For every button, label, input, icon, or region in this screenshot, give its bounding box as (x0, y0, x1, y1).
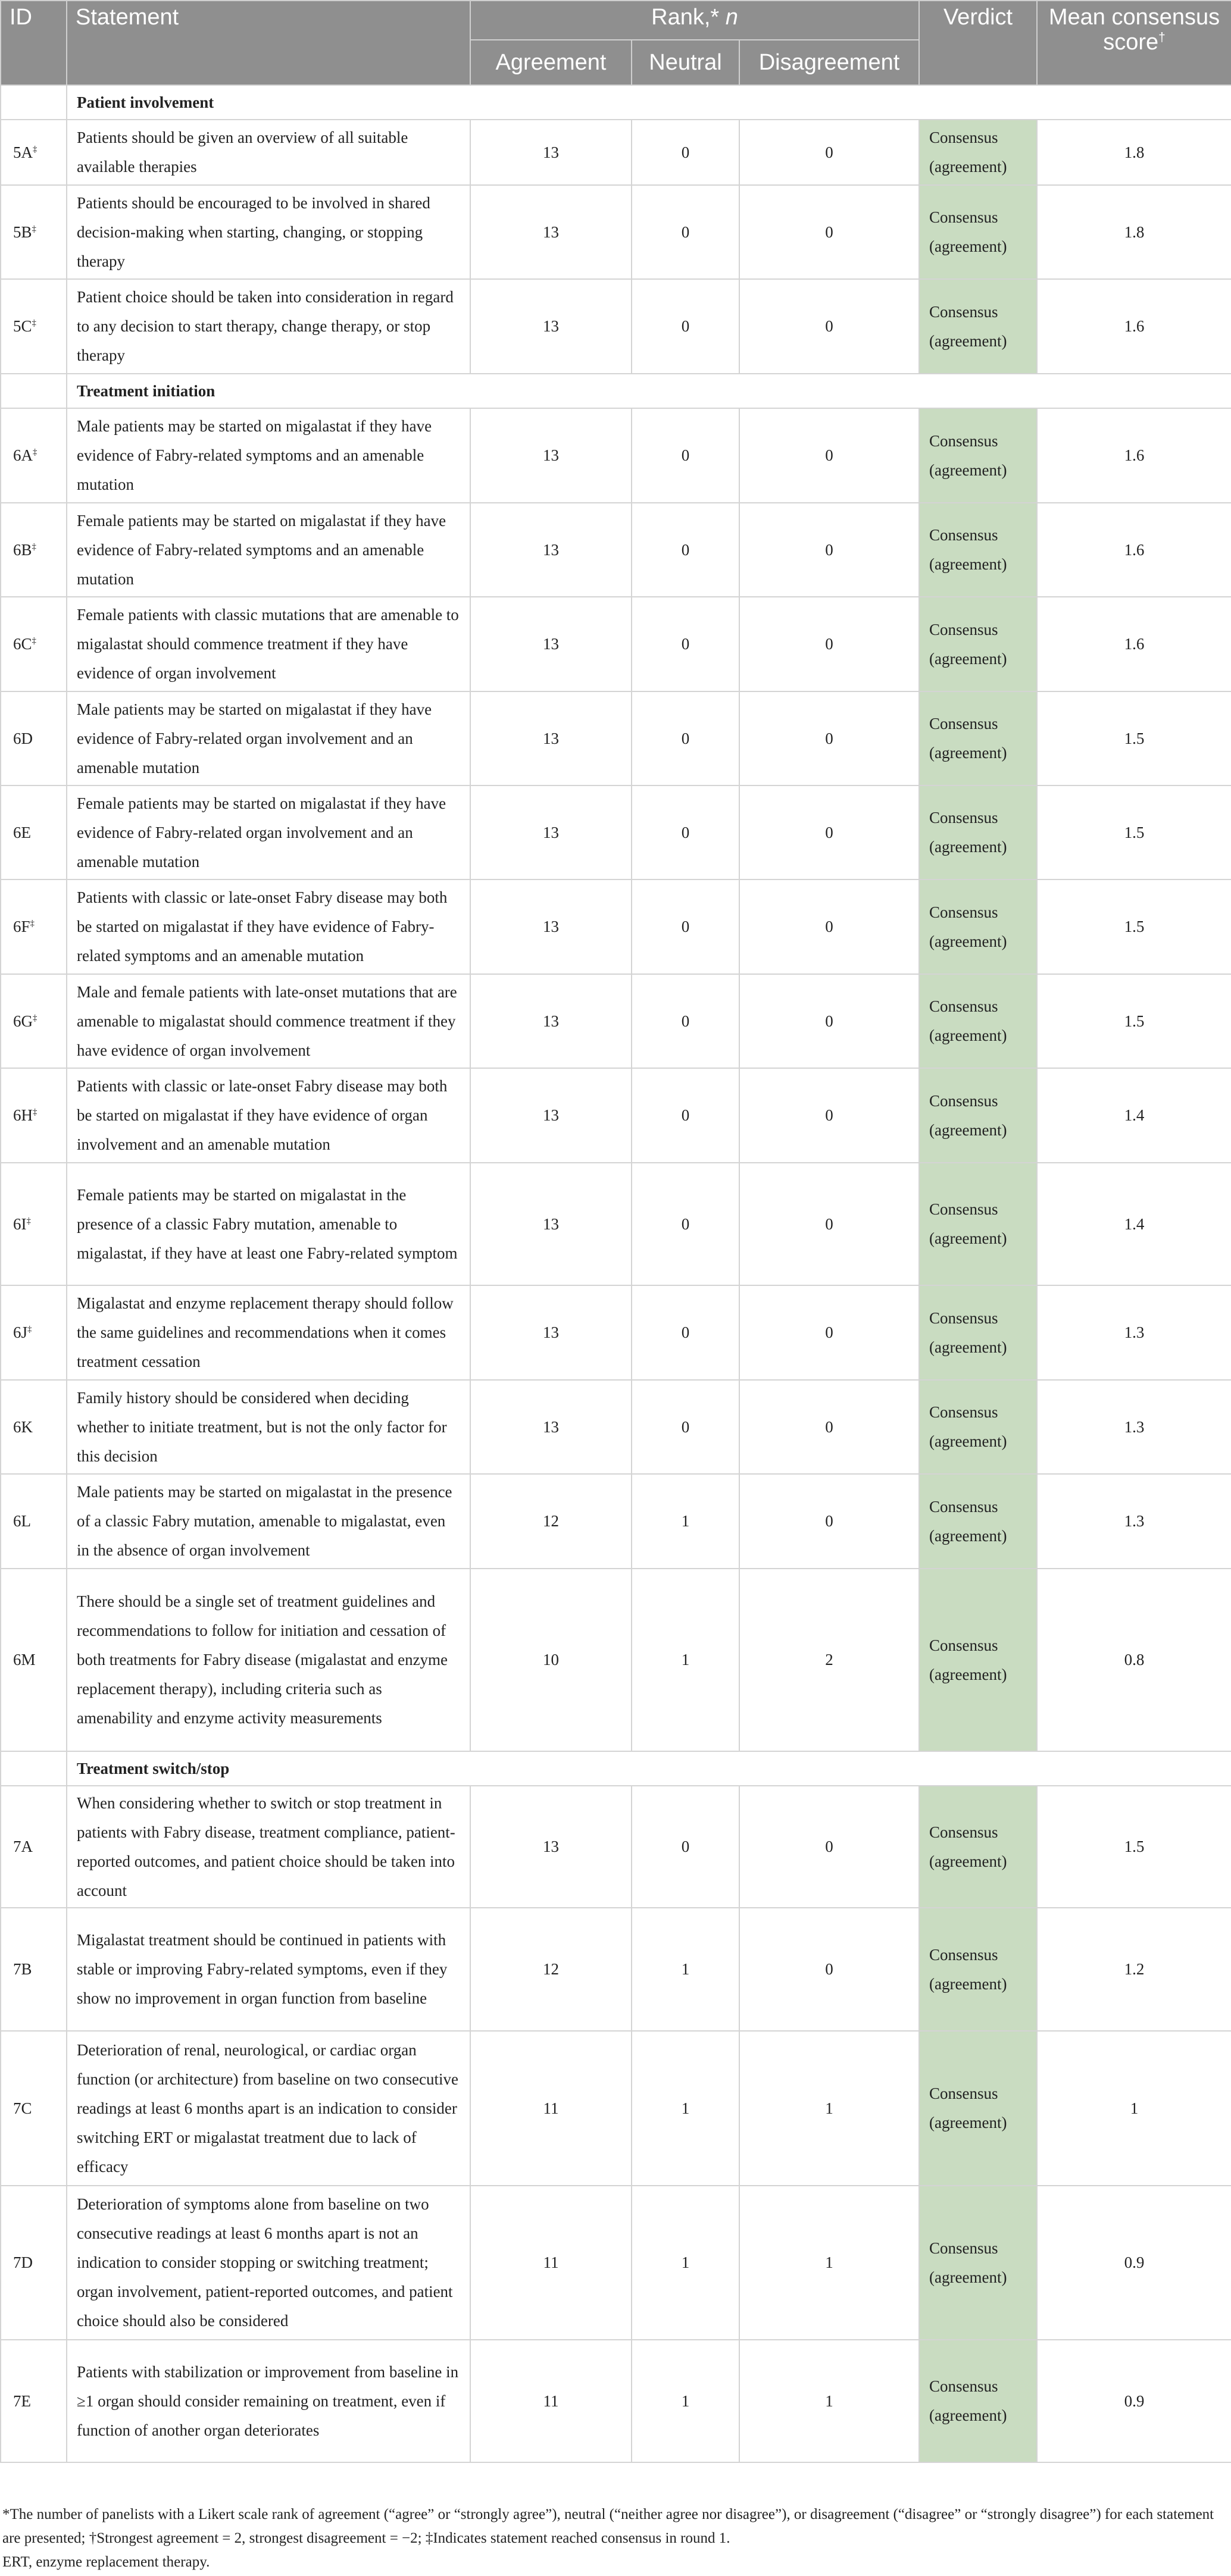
row-mean-score: 1.5 (1037, 1786, 1231, 1908)
row-mean-score: 1.6 (1037, 597, 1231, 691)
row-id: 5A (13, 143, 33, 161)
row-id-mark: ‡ (33, 1107, 38, 1117)
row-verdict: Consensus (agreement) (919, 279, 1037, 374)
row-id-cell (1, 2340, 67, 2462)
row-verdict: Consensus (agreement) (919, 503, 1037, 597)
header-mean-score (1037, 1, 1231, 85)
row-id-cell (1, 1285, 67, 1380)
row-mean-score: 1.4 (1037, 1068, 1231, 1163)
row-id: 6F (13, 918, 30, 935)
table-row (1, 279, 1231, 374)
header-mean-score-label: Mean consensus score (1048, 5, 1220, 55)
table-header (1, 1, 1231, 85)
row-statement: Migalastat and enzyme replacement therapy should follow the same guidelines and recommendations when it comes treatment cessation (67, 1285, 470, 1380)
table-row (1, 691, 1231, 785)
row-agreement: 10 (470, 1569, 632, 1751)
row-disagreement: 0 (739, 1163, 919, 1285)
section-id-cell (1, 1751, 67, 1786)
row-neutral: 0 (632, 1786, 739, 1908)
row-id-mark: ‡ (32, 318, 36, 328)
header-neutral: Neutral (632, 40, 739, 85)
row-agreement: 13 (470, 1163, 632, 1285)
row-statement: Migalastat treatment should be continued in patients with stable or improving Fabry-related symptoms, even if they show no improvement in organ function from baseline (67, 1908, 470, 2031)
row-statement: Male patients may be started on migalastat if they have evidence of Fabry-related organ involvement and an amenable mutation (67, 691, 470, 785)
header-mean-score-mark: † (1158, 30, 1166, 45)
row-mean-score: 1.4 (1037, 1163, 1231, 1285)
row-mean-score: 1.3 (1037, 1285, 1231, 1380)
row-id-cell (1, 185, 67, 279)
row-agreement: 13 (470, 879, 632, 974)
table-row (1, 2186, 1231, 2340)
section-row (1, 1751, 1231, 1786)
row-mean-score: 1.6 (1037, 503, 1231, 597)
row-neutral: 1 (632, 1569, 739, 1751)
row-id-cell (1, 1786, 67, 1908)
row-verdict: Consensus (agreement) (919, 1068, 1037, 1163)
row-disagreement: 0 (739, 503, 919, 597)
row-mean-score: 1.8 (1037, 185, 1231, 279)
row-agreement: 13 (470, 1380, 632, 1474)
row-neutral: 0 (632, 597, 739, 691)
row-neutral: 0 (632, 1285, 739, 1380)
row-mean-score: 1.5 (1037, 785, 1231, 879)
footnote-legend: *The number of panelists with a Likert scale rank of agreement (“agree” or “strongly agree”), neutral (“neither agree nor disagree”), or disagreement (“disagree” or “strongly disagree”) for each statement are presented; †Strongest agreement = 2, strongest disagreement = −2; ‡Indicates statement reached consensus in round 1. (2, 2506, 1214, 2546)
row-id-mark: ‡ (27, 1325, 32, 1334)
row-agreement: 11 (470, 2340, 632, 2462)
row-mean-score: 1.8 (1037, 120, 1231, 185)
row-id: 6B (13, 540, 32, 559)
row-disagreement: 0 (739, 279, 919, 374)
row-id: 5B (13, 223, 32, 241)
row-mean-score: 1.6 (1037, 408, 1231, 503)
row-verdict: Consensus (agreement) (919, 408, 1037, 503)
table-row (1, 2031, 1231, 2186)
table-row (1, 974, 1231, 1068)
section-title: Treatment initiation (67, 374, 1231, 408)
row-id: 6H (13, 1106, 33, 1124)
row-neutral: 1 (632, 2340, 739, 2462)
row-statement: Patients with stabilization or improvement from baseline in ≥1 organ should consider remaining on treatment, even if function of another organ deteriorates (67, 2340, 470, 2462)
row-verdict: Consensus (agreement) (919, 1380, 1037, 1474)
row-mean-score: 0.8 (1037, 1569, 1231, 1751)
row-statement: Deterioration of renal, neurological, or cardiac organ function (or architecture) from baseline on two consecutive readings at least 6 months apart is an indication to consider switching ERT or migalastat treatment due to lack of efficacy (67, 2031, 470, 2186)
row-neutral: 0 (632, 1068, 739, 1163)
table-row (1, 1474, 1231, 1569)
row-verdict: Consensus (agreement) (919, 2031, 1037, 2186)
table-row (1, 503, 1231, 597)
section-title: Patient involvement (67, 85, 1231, 120)
row-statement: When considering whether to switch or stop treatment in patients with Fabry disease, treatment compliance, patient-reported outcomes, and patient choice should be taken into account (67, 1786, 470, 1908)
row-verdict: Consensus (agreement) (919, 974, 1037, 1068)
row-disagreement: 0 (739, 597, 919, 691)
row-verdict: Consensus (agreement) (919, 1163, 1037, 1285)
row-neutral: 1 (632, 2186, 739, 2340)
row-disagreement: 0 (739, 1474, 919, 1569)
row-statement: Female patients with classic mutations that are amenable to migalastat should commence treatment if they have evidence of organ involvement (67, 597, 470, 691)
row-id: 7B (13, 1960, 32, 1978)
row-statement: Patients should be encouraged to be involved in shared decision-making when starting, changing, or stopping therapy (67, 185, 470, 279)
row-agreement: 11 (470, 2186, 632, 2340)
row-agreement: 13 (470, 185, 632, 279)
row-neutral: 0 (632, 503, 739, 597)
row-disagreement: 0 (739, 1908, 919, 2031)
table-row (1, 408, 1231, 503)
row-id-cell (1, 2031, 67, 2186)
row-verdict: Consensus (agreement) (919, 185, 1037, 279)
row-id-cell (1, 974, 67, 1068)
row-id: 6M (13, 1651, 36, 1669)
table-row (1, 120, 1231, 185)
row-agreement: 13 (470, 1285, 632, 1380)
row-id: 6E (13, 823, 31, 841)
row-id-cell (1, 1163, 67, 1285)
row-id-cell (1, 503, 67, 597)
row-id-mark: ‡ (33, 144, 38, 154)
row-id: 7A (13, 1838, 33, 1855)
row-mean-score: 1.5 (1037, 879, 1231, 974)
row-statement: Family history should be considered when deciding whether to initiate treatment, but is not the only factor for this decision (67, 1380, 470, 1474)
row-verdict: Consensus (agreement) (919, 597, 1037, 691)
table-row (1, 1786, 1231, 1908)
header-disagreement: Disagreement (739, 40, 919, 85)
row-id-mark: ‡ (33, 1013, 38, 1023)
row-agreement: 13 (470, 691, 632, 785)
row-statement: Female patients may be started on migalastat if they have evidence of Fabry-related symptoms and an amenable mutation (67, 503, 470, 597)
row-neutral: 0 (632, 120, 739, 185)
table-body (1, 85, 1231, 2462)
row-agreement: 13 (470, 974, 632, 1068)
row-verdict: Consensus (agreement) (919, 2186, 1037, 2340)
row-id-mark: ‡ (32, 636, 36, 646)
row-id-cell (1, 1068, 67, 1163)
header-id: ID (1, 1, 67, 85)
row-mean-score: 1.2 (1037, 1908, 1231, 2031)
row-disagreement: 0 (739, 879, 919, 974)
row-statement: Male patients may be started on migalastat in the presence of a classic Fabry mutation, amenable to migalastat, even in the absence of organ involvement (67, 1474, 470, 1569)
row-disagreement: 0 (739, 785, 919, 879)
row-id-cell (1, 1908, 67, 2031)
row-id: 5C (13, 317, 32, 335)
row-mean-score: 1.5 (1037, 974, 1231, 1068)
row-id: 6C (13, 635, 32, 653)
row-verdict: Consensus (agreement) (919, 1569, 1037, 1751)
row-id: 6D (13, 729, 33, 747)
row-id: 7E (13, 2392, 31, 2410)
row-id-mark: ‡ (32, 224, 36, 234)
row-disagreement: 0 (739, 120, 919, 185)
row-id: 6J (13, 1323, 28, 1341)
table-row (1, 185, 1231, 279)
section-id-cell (1, 374, 67, 408)
row-id-cell (1, 279, 67, 374)
row-disagreement: 0 (739, 974, 919, 1068)
header-verdict: Verdict (919, 1, 1037, 85)
footnote-abbreviations: ERT, enzyme replacement therapy. (2, 2554, 210, 2570)
row-mean-score: 1.3 (1037, 1474, 1231, 1569)
row-agreement: 13 (470, 279, 632, 374)
row-id-cell (1, 408, 67, 503)
row-id-cell (1, 1474, 67, 1569)
table-footnotes (0, 2503, 1226, 2574)
table-row (1, 1908, 1231, 2031)
row-disagreement: 1 (739, 2186, 919, 2340)
row-mean-score: 0.9 (1037, 2186, 1231, 2340)
row-verdict: Consensus (agreement) (919, 1786, 1037, 1908)
row-mean-score: 1.3 (1037, 1380, 1231, 1474)
row-mean-score: 1.5 (1037, 691, 1231, 785)
row-neutral: 0 (632, 879, 739, 974)
row-id-cell (1, 2186, 67, 2340)
row-id-mark: ‡ (30, 919, 35, 928)
row-id-cell (1, 120, 67, 185)
row-neutral: 0 (632, 691, 739, 785)
section-id-cell (1, 85, 67, 120)
header-rank-n: n (725, 5, 738, 30)
row-disagreement: 0 (739, 1380, 919, 1474)
row-disagreement: 1 (739, 2340, 919, 2462)
row-verdict: Consensus (agreement) (919, 2340, 1037, 2462)
row-statement: Patients should be given an overview of all suitable available therapies (67, 120, 470, 185)
header-rank (470, 1, 919, 40)
row-agreement: 13 (470, 597, 632, 691)
table-row (1, 597, 1231, 691)
row-agreement: 13 (470, 503, 632, 597)
table-row (1, 1068, 1231, 1163)
row-agreement: 13 (470, 785, 632, 879)
row-agreement: 12 (470, 1908, 632, 2031)
row-neutral: 0 (632, 279, 739, 374)
row-neutral: 1 (632, 1474, 739, 1569)
row-mean-score: 0.9 (1037, 2340, 1231, 2462)
row-mean-score: 1 (1037, 2031, 1231, 2186)
row-id-mark: ‡ (33, 447, 38, 457)
row-verdict: Consensus (agreement) (919, 879, 1037, 974)
table-row (1, 879, 1231, 974)
row-neutral: 1 (632, 2031, 739, 2186)
table-row (1, 1163, 1231, 1285)
row-statement: Patients with classic or late-onset Fabry disease may both be started on migalastat if they have evidence of organ involvement and an amenable mutation (67, 1068, 470, 1163)
row-id-cell (1, 1569, 67, 1751)
row-id: 6A (13, 446, 33, 464)
row-statement: Male and female patients with late-onset mutations that are amenable to migalastat should commence treatment if they have evidence of organ involvement (67, 974, 470, 1068)
header-statement: Statement (67, 1, 470, 85)
row-neutral: 0 (632, 185, 739, 279)
row-statement: Deterioration of symptoms alone from baseline on two consecutive readings at least 6 months apart is not an indication to consider stopping or switching treatment; organ involvement, patient-reported outcomes, and patient choice should also be considered (67, 2186, 470, 2340)
row-disagreement: 0 (739, 1285, 919, 1380)
row-disagreement: 2 (739, 1569, 919, 1751)
row-agreement: 11 (470, 2031, 632, 2186)
row-disagreement: 0 (739, 691, 919, 785)
row-id: 7D (13, 2253, 33, 2271)
row-id-mark: ‡ (26, 1216, 31, 1226)
row-neutral: 0 (632, 1163, 739, 1285)
header-agreement: Agreement (470, 40, 632, 85)
row-id: 6L (13, 1512, 31, 1530)
row-neutral: 0 (632, 1380, 739, 1474)
header-rank-label: Rank,* (651, 5, 720, 30)
row-id: 6I (13, 1215, 27, 1233)
row-id: 6G (13, 1012, 33, 1030)
row-verdict: Consensus (agreement) (919, 1474, 1037, 1569)
row-statement: Patients with classic or late-onset Fabry disease may both be started on migalastat if they have evidence of Fabry-related symptoms and an amenable mutation (67, 879, 470, 974)
row-neutral: 1 (632, 1908, 739, 2031)
row-id-cell (1, 597, 67, 691)
row-id-cell (1, 691, 67, 785)
table-row (1, 1569, 1231, 1751)
table-row (1, 785, 1231, 879)
section-row (1, 85, 1231, 120)
row-statement: Female patients may be started on migalastat in the presence of a classic Fabry mutation, amenable to migalastat, if they have at least one Fabry-related symptom (67, 1163, 470, 1285)
row-neutral: 0 (632, 785, 739, 879)
row-disagreement: 1 (739, 2031, 919, 2186)
row-statement: Male patients may be started on migalastat if they have evidence of Fabry-related symptoms and an amenable mutation (67, 408, 470, 503)
row-id-cell (1, 879, 67, 974)
row-statement: Patient choice should be taken into consideration in regard to any decision to start therapy, change therapy, or stop therapy (67, 279, 470, 374)
section-row (1, 374, 1231, 408)
row-statement: Female patients may be started on migalastat if they have evidence of Fabry-related organ involvement and an amenable mutation (67, 785, 470, 879)
table-row (1, 2340, 1231, 2462)
row-verdict: Consensus (agreement) (919, 1285, 1037, 1380)
row-verdict: Consensus (agreement) (919, 691, 1037, 785)
row-agreement: 13 (470, 1786, 632, 1908)
row-verdict: Consensus (agreement) (919, 120, 1037, 185)
row-statement: There should be a single set of treatment guidelines and recommendations to follow for initiation and cessation of both treatments for Fabry disease (migalastat and enzyme replacement therapy), including criteria such as amenability and enzyme activity measurements (67, 1569, 470, 1751)
row-disagreement: 0 (739, 185, 919, 279)
row-id: 7C (13, 2099, 32, 2117)
row-id-cell (1, 785, 67, 879)
row-id-mark: ‡ (32, 542, 36, 552)
row-disagreement: 0 (739, 1786, 919, 1908)
row-mean-score: 1.6 (1037, 279, 1231, 374)
row-disagreement: 0 (739, 408, 919, 503)
row-verdict: Consensus (agreement) (919, 785, 1037, 879)
row-agreement: 13 (470, 120, 632, 185)
row-disagreement: 0 (739, 1068, 919, 1163)
row-agreement: 13 (470, 408, 632, 503)
row-neutral: 0 (632, 974, 739, 1068)
row-neutral: 0 (632, 408, 739, 503)
row-verdict: Consensus (agreement) (919, 1908, 1037, 2031)
row-id-cell (1, 1380, 67, 1474)
row-agreement: 12 (470, 1474, 632, 1569)
table-row (1, 1380, 1231, 1474)
row-id: 6K (13, 1417, 33, 1436)
section-title: Treatment switch/stop (67, 1751, 1231, 1786)
row-agreement: 13 (470, 1068, 632, 1163)
table-row (1, 1285, 1231, 1380)
